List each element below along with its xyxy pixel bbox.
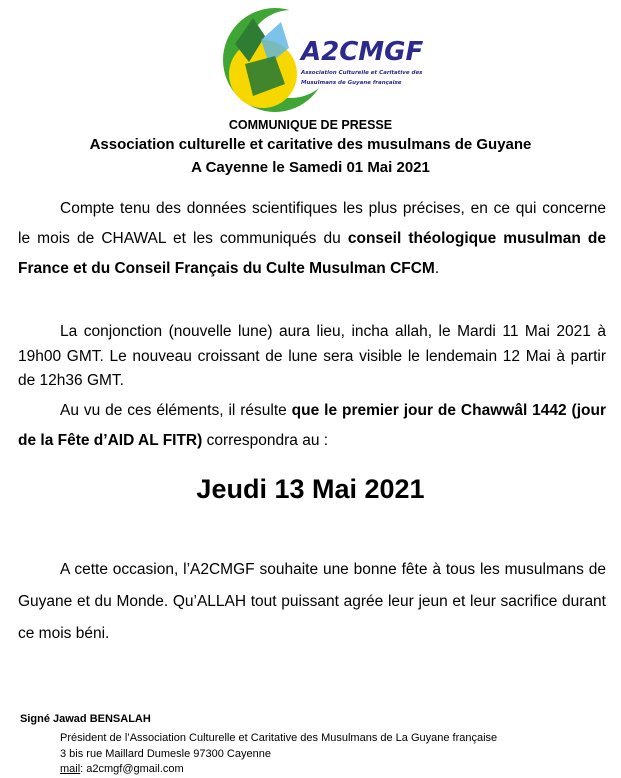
paragraph-sources-bold: conseil théologique musulman de France et du Conseil Français du Culte Musulman CFCM [18,230,606,277]
logo-subtitle-line2: Musulmans de Guyane française [301,80,402,86]
communique-heading: COMMUNIQUE DE PRESSE [228,118,393,132]
logo-subtitle-line1: Association Culturelle et Caritative des [301,70,423,76]
signature-role: Président de l’Association Culturelle et Caritative des Musulmans de La Guyane française [60,732,498,744]
logo-wordmark: A2CMGF [301,37,424,67]
association-heading: Association culturelle et caritative des musulmans de Guyane [89,136,532,153]
paragraph-sources-text: Compte tenu des données scientifiques les plus précises, en ce qui concerne le mois de CHAWAL et les communiqués du [18,200,606,247]
signature-mail [60,762,497,778]
logo-graphic [205,4,424,122]
paragraph-result-end: correspondra au : [202,432,329,449]
association-logo [205,4,424,122]
signature-address: 3 bis rue Maillard Dumesle 97300 Cayenne [60,747,271,760]
place-date-heading: A Cayenne le Samedi 01 Mai 2021 [191,159,430,176]
paragraph-conjunction: La conjonction (nouvelle lune) aura lieu, incha allah, le Mardi 11 Mai 2021 à 19h00 GMT. Le nouveau croissant de lune sera visible le lendemain 12 Mai à partir de 12h36 GMT. [18,323,606,389]
paragraph-result-text: Au vu de ces éléments, il résulte [60,402,292,419]
paragraph-sources [18,194,606,284]
mail-address[interactable]: : a2cmgf@gmail.com [80,763,184,775]
signature-details [60,731,497,778]
paragraph-result [18,396,606,456]
paragraph-result-bold: que le premier jour de Chawwâl 1442 (jour de la Fête d’AID AL FITR) [18,402,606,449]
paragraph-wishes: A cette occasion, l’A2CMGF souhaite une bonne fête à tous les musulmans de Guyane et du Monde. Qu’ALLAH tout puissant agrée leur jeun et leur sacrifice durant ce mois béni. [18,561,606,642]
eid-date: Jeudi 13 Mai 2021 [196,474,425,504]
signature-name: Signé Jawad BENSALAH [20,713,151,725]
paragraph-sources-end: . [434,260,440,277]
mail-label: mail [60,763,81,775]
